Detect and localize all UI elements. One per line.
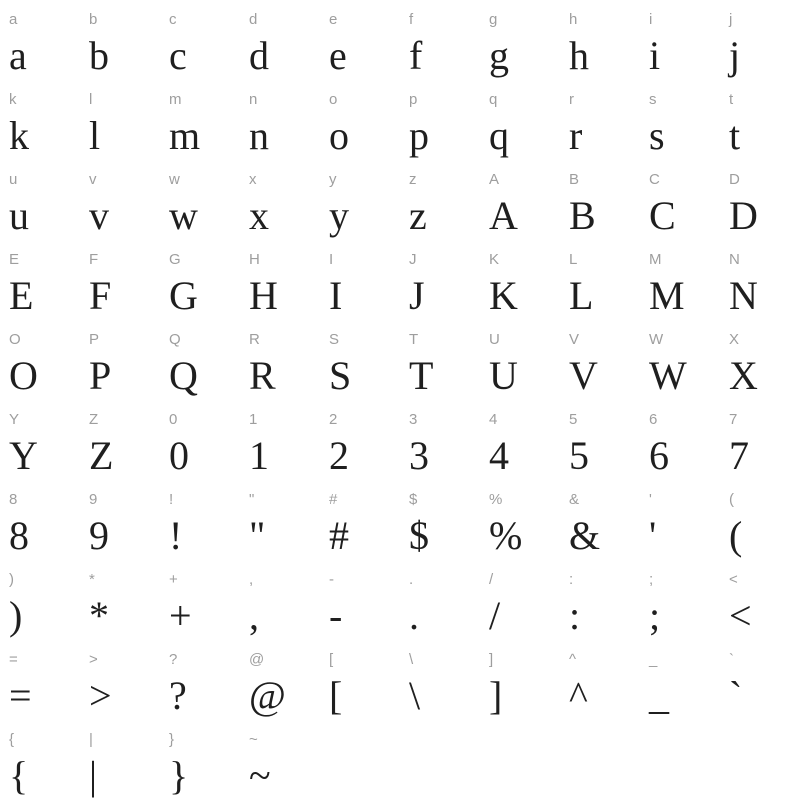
glyph-cell[interactable] bbox=[560, 400, 640, 480]
glyph-label: " bbox=[249, 491, 255, 508]
glyph-preview: 2 bbox=[329, 433, 349, 478]
glyph-label: * bbox=[89, 571, 95, 588]
glyph-label: ) bbox=[9, 571, 14, 588]
glyph-label: L bbox=[569, 251, 578, 268]
glyph-preview: ^ bbox=[569, 673, 588, 718]
glyph-label: C bbox=[649, 171, 660, 188]
glyph-preview: A bbox=[489, 193, 518, 238]
glyph-preview: q bbox=[489, 113, 509, 158]
glyph-preview: D bbox=[729, 193, 758, 238]
glyph-preview: * bbox=[89, 593, 109, 638]
glyph-label: T bbox=[409, 331, 419, 348]
glyph-preview: % bbox=[489, 513, 523, 558]
glyph-cell[interactable] bbox=[480, 0, 560, 80]
glyph-label: B bbox=[569, 171, 580, 188]
glyph-preview: r bbox=[569, 113, 583, 158]
glyph-cell[interactable] bbox=[720, 80, 800, 160]
glyph-preview: @ bbox=[249, 673, 286, 718]
glyph-label: l bbox=[89, 91, 93, 108]
glyph-label: ; bbox=[649, 571, 654, 588]
glyph-label: 1 bbox=[249, 411, 258, 428]
glyph-preview: ~ bbox=[249, 753, 271, 798]
glyph-label: K bbox=[489, 251, 500, 268]
glyph-label: X bbox=[729, 331, 740, 348]
glyph-preview: " bbox=[249, 513, 266, 558]
glyph-cell[interactable] bbox=[560, 640, 640, 720]
glyph-preview: f bbox=[409, 33, 423, 78]
glyph-preview: Z bbox=[89, 433, 114, 478]
glyph-cell[interactable] bbox=[160, 320, 240, 400]
glyph-cell[interactable] bbox=[80, 160, 160, 240]
glyph-cell[interactable] bbox=[720, 480, 800, 560]
glyph-preview: P bbox=[89, 353, 112, 398]
glyph-cell[interactable] bbox=[640, 400, 720, 480]
glyph-preview: # bbox=[329, 513, 349, 558]
glyph-preview: s bbox=[649, 113, 665, 158]
glyph-preview: V bbox=[569, 353, 598, 398]
glyph-preview: B bbox=[569, 193, 596, 238]
glyph-preview: Y bbox=[9, 433, 38, 478]
glyph-cell[interactable] bbox=[160, 720, 240, 800]
glyph-cell[interactable] bbox=[160, 560, 240, 640]
glyph-preview: ; bbox=[649, 593, 661, 638]
glyph-cell[interactable] bbox=[80, 480, 160, 560]
glyph-cell[interactable] bbox=[240, 480, 320, 560]
glyph-label: 6 bbox=[649, 411, 658, 428]
glyph-label: r bbox=[569, 91, 574, 108]
glyph-cell[interactable] bbox=[560, 320, 640, 400]
glyph-label: | bbox=[89, 731, 93, 748]
glyph-label: ` bbox=[729, 651, 734, 668]
glyph-label: M bbox=[649, 251, 662, 268]
glyph-preview: k bbox=[9, 113, 29, 158]
glyph-cell[interactable] bbox=[400, 480, 480, 560]
glyph-cell[interactable] bbox=[400, 80, 480, 160]
glyph-preview: 7 bbox=[729, 433, 749, 478]
glyph-cell[interactable] bbox=[640, 640, 720, 720]
glyph-cell[interactable] bbox=[160, 0, 240, 80]
glyph-label: e bbox=[329, 11, 338, 28]
glyph-preview: C bbox=[649, 193, 676, 238]
glyph-label: b bbox=[89, 11, 98, 28]
glyph-cell[interactable] bbox=[400, 0, 480, 80]
glyph-cell[interactable] bbox=[80, 240, 160, 320]
glyph-label: 4 bbox=[489, 411, 498, 428]
glyph-label: i bbox=[649, 11, 653, 28]
glyph-cell[interactable] bbox=[80, 80, 160, 160]
glyph-preview: - bbox=[329, 593, 343, 638]
glyph-cell[interactable] bbox=[0, 0, 80, 80]
glyph-preview: y bbox=[329, 193, 349, 238]
glyph-preview: p bbox=[409, 113, 429, 158]
glyph-cell[interactable] bbox=[0, 400, 80, 480]
glyph-cell[interactable] bbox=[240, 720, 320, 800]
glyph-preview: 9 bbox=[89, 513, 109, 558]
glyph-preview: I bbox=[329, 273, 343, 318]
glyph-label: Y bbox=[9, 411, 20, 428]
glyph-cell[interactable] bbox=[640, 80, 720, 160]
glyph-cell[interactable] bbox=[320, 560, 400, 640]
glyph-label: w bbox=[169, 171, 180, 188]
glyph-preview: K bbox=[489, 273, 518, 318]
glyph-label: D bbox=[729, 171, 740, 188]
glyph-preview: ( bbox=[729, 513, 743, 558]
glyph-preview: u bbox=[9, 193, 29, 238]
glyph-cell[interactable] bbox=[240, 640, 320, 720]
glyph-label: h bbox=[569, 11, 578, 28]
glyph-cell[interactable] bbox=[80, 720, 160, 800]
glyph-preview: , bbox=[249, 593, 259, 638]
glyph-preview: n bbox=[249, 113, 269, 158]
glyph-preview: i bbox=[649, 33, 661, 78]
glyph-preview: F bbox=[89, 273, 112, 318]
glyph-label: t bbox=[729, 91, 734, 108]
glyph-label: > bbox=[89, 651, 98, 668]
glyph-label: W bbox=[649, 331, 664, 348]
glyph-preview: c bbox=[169, 33, 187, 78]
glyph-cell[interactable] bbox=[320, 400, 400, 480]
glyph-preview: E bbox=[9, 273, 34, 318]
glyph-cell[interactable] bbox=[720, 320, 800, 400]
glyph-cell[interactable] bbox=[400, 160, 480, 240]
glyph-preview: _ bbox=[649, 673, 669, 718]
glyph-label: j bbox=[729, 11, 733, 28]
glyph-cell[interactable] bbox=[160, 400, 240, 480]
glyph-preview: { bbox=[9, 753, 29, 798]
glyph-preview: z bbox=[409, 193, 427, 238]
glyph-label: a bbox=[9, 11, 18, 28]
glyph-cell[interactable] bbox=[640, 160, 720, 240]
glyph-cell[interactable] bbox=[0, 320, 80, 400]
glyph-label: O bbox=[9, 331, 21, 348]
glyph-preview: ' bbox=[649, 513, 657, 558]
glyph-cell[interactable] bbox=[320, 480, 400, 560]
glyph-cell[interactable] bbox=[560, 240, 640, 320]
glyph-label: 5 bbox=[569, 411, 578, 428]
glyph-label: 0 bbox=[169, 411, 178, 428]
glyph-label: . bbox=[409, 571, 414, 588]
glyph-label: I bbox=[329, 251, 334, 268]
glyph-cell[interactable] bbox=[560, 80, 640, 160]
glyph-preview: \ bbox=[409, 673, 421, 718]
glyph-preview: 1 bbox=[249, 433, 269, 478]
glyph-cell[interactable] bbox=[640, 480, 720, 560]
glyph-preview: ) bbox=[9, 593, 23, 638]
glyph-label: v bbox=[89, 171, 97, 188]
glyph-cell[interactable] bbox=[320, 0, 400, 80]
glyph-cell[interactable] bbox=[0, 240, 80, 320]
glyph-preview: 4 bbox=[489, 433, 509, 478]
glyph-cell[interactable] bbox=[400, 240, 480, 320]
glyph-label: \ bbox=[409, 651, 414, 668]
glyph-preview: = bbox=[9, 673, 32, 718]
glyph-preview: W bbox=[649, 353, 687, 398]
glyph-preview: e bbox=[329, 33, 347, 78]
glyph-cell[interactable] bbox=[560, 560, 640, 640]
glyph-label: c bbox=[169, 11, 177, 28]
glyph-label: f bbox=[409, 11, 414, 28]
glyph-cell[interactable] bbox=[640, 560, 720, 640]
glyph-cell[interactable] bbox=[400, 400, 480, 480]
glyph-cell[interactable] bbox=[240, 400, 320, 480]
glyph-cell[interactable] bbox=[0, 480, 80, 560]
glyph-cell[interactable] bbox=[160, 80, 240, 160]
glyph-preview: J bbox=[409, 273, 425, 318]
glyph-cell[interactable] bbox=[720, 160, 800, 240]
glyph-cell[interactable] bbox=[720, 640, 800, 720]
glyph-cell[interactable] bbox=[560, 480, 640, 560]
glyph-cell[interactable] bbox=[480, 160, 560, 240]
glyph-label: y bbox=[329, 171, 337, 188]
glyph-label: o bbox=[329, 91, 338, 108]
glyph-cell[interactable] bbox=[0, 720, 80, 800]
glyph-preview: ? bbox=[169, 673, 187, 718]
glyph-cell[interactable] bbox=[80, 400, 160, 480]
glyph-cell[interactable] bbox=[480, 640, 560, 720]
glyph-preview: S bbox=[329, 353, 352, 398]
glyph-preview: & bbox=[569, 513, 601, 558]
glyph-label: 2 bbox=[329, 411, 338, 428]
glyph-preview: M bbox=[649, 273, 685, 318]
glyph-label: 8 bbox=[9, 491, 18, 508]
glyph-label: x bbox=[249, 171, 257, 188]
glyph-preview: R bbox=[249, 353, 276, 398]
glyph-label: ' bbox=[649, 491, 652, 508]
glyph-label: Q bbox=[169, 331, 181, 348]
glyph-label: $ bbox=[409, 491, 418, 508]
glyph-label: P bbox=[89, 331, 100, 348]
glyph-label: # bbox=[329, 491, 338, 508]
glyph-preview: + bbox=[169, 593, 192, 638]
glyph-label: , bbox=[249, 571, 254, 588]
glyph-label: s bbox=[649, 91, 657, 108]
glyph-label: k bbox=[9, 91, 17, 108]
glyph-label: ] bbox=[489, 651, 494, 668]
glyph-label: m bbox=[169, 91, 182, 108]
glyph-cell[interactable] bbox=[560, 160, 640, 240]
glyph-label: = bbox=[9, 651, 18, 668]
glyph-preview: o bbox=[329, 113, 349, 158]
glyph-cell[interactable] bbox=[480, 560, 560, 640]
glyph-preview: 8 bbox=[9, 513, 29, 558]
glyph-cell[interactable] bbox=[320, 320, 400, 400]
glyph-cell[interactable] bbox=[400, 320, 480, 400]
glyph-cell[interactable] bbox=[160, 640, 240, 720]
glyph-cell[interactable] bbox=[320, 80, 400, 160]
glyph-label: ~ bbox=[249, 731, 258, 748]
glyph-cell[interactable] bbox=[0, 80, 80, 160]
glyph-label: } bbox=[169, 731, 175, 748]
glyph-cell[interactable] bbox=[640, 0, 720, 80]
glyph-label: g bbox=[489, 11, 498, 28]
glyph-preview: $ bbox=[409, 513, 429, 558]
glyph-preview: d bbox=[249, 33, 269, 78]
glyph-label: : bbox=[569, 571, 574, 588]
glyph-cell[interactable] bbox=[400, 560, 480, 640]
glyph-preview: > bbox=[89, 673, 112, 718]
glyph-label: p bbox=[409, 91, 418, 108]
glyph-cell[interactable] bbox=[480, 480, 560, 560]
glyph-label: & bbox=[569, 491, 580, 508]
glyph-label: - bbox=[329, 571, 334, 588]
glyph-preview: a bbox=[9, 33, 27, 78]
glyph-label: ! bbox=[169, 491, 174, 508]
glyph-label: % bbox=[489, 491, 503, 508]
glyph-cell[interactable] bbox=[480, 240, 560, 320]
glyph-cell[interactable] bbox=[320, 240, 400, 320]
glyph-label: @ bbox=[249, 651, 265, 668]
glyph-cell[interactable] bbox=[720, 240, 800, 320]
glyph-cell[interactable] bbox=[240, 320, 320, 400]
glyph-label: + bbox=[169, 571, 178, 588]
glyph-cell[interactable] bbox=[720, 400, 800, 480]
glyph-cell[interactable] bbox=[320, 160, 400, 240]
glyph-cell[interactable] bbox=[400, 640, 480, 720]
glyph-label: ( bbox=[729, 491, 734, 508]
glyph-preview: } bbox=[169, 753, 189, 798]
glyph-preview: | bbox=[89, 753, 98, 798]
glyph-preview: . bbox=[409, 593, 419, 638]
glyph-cell[interactable] bbox=[240, 560, 320, 640]
glyph-cell[interactable] bbox=[240, 160, 320, 240]
glyph-label: H bbox=[249, 251, 260, 268]
glyph-cell[interactable] bbox=[560, 0, 640, 80]
glyph-preview: ] bbox=[489, 673, 503, 718]
glyph-label: A bbox=[489, 171, 500, 188]
glyph-preview: : bbox=[569, 593, 581, 638]
glyph-label: z bbox=[409, 171, 417, 188]
glyph-label: / bbox=[489, 571, 494, 588]
glyph-preview: ` bbox=[729, 673, 743, 718]
glyph-preview: G bbox=[169, 273, 198, 318]
glyph-preview: 5 bbox=[569, 433, 589, 478]
glyph-label: Z bbox=[89, 411, 99, 428]
glyph-preview: L bbox=[569, 273, 594, 318]
glyph-label: J bbox=[409, 251, 417, 268]
glyph-preview: b bbox=[89, 33, 109, 78]
glyph-preview: j bbox=[729, 33, 741, 78]
glyph-preview: [ bbox=[329, 673, 343, 718]
glyph-label: E bbox=[9, 251, 20, 268]
glyph-label: n bbox=[249, 91, 258, 108]
glyph-label: u bbox=[9, 171, 18, 188]
glyph-preview: H bbox=[249, 273, 278, 318]
glyph-preview: O bbox=[9, 353, 38, 398]
glyph-cell[interactable] bbox=[160, 480, 240, 560]
glyph-preview: h bbox=[569, 33, 589, 78]
glyph-cell[interactable] bbox=[80, 0, 160, 80]
glyph-preview: 6 bbox=[649, 433, 669, 478]
glyph-cell[interactable] bbox=[480, 400, 560, 480]
glyph-preview: g bbox=[489, 33, 509, 78]
glyph-label: V bbox=[569, 331, 580, 348]
glyph-preview: x bbox=[249, 193, 269, 238]
glyph-cell[interactable] bbox=[0, 640, 80, 720]
glyph-preview: < bbox=[729, 593, 752, 638]
glyph-label: F bbox=[89, 251, 99, 268]
glyph-label: q bbox=[489, 91, 498, 108]
glyph-preview: Q bbox=[169, 353, 198, 398]
glyph-preview: 3 bbox=[409, 433, 429, 478]
glyph-preview: l bbox=[89, 113, 101, 158]
glyph-cell[interactable] bbox=[240, 0, 320, 80]
glyph-cell[interactable] bbox=[240, 80, 320, 160]
glyph-preview: T bbox=[409, 353, 434, 398]
glyph-label: N bbox=[729, 251, 740, 268]
glyph-label: [ bbox=[329, 651, 334, 668]
glyph-cell[interactable] bbox=[720, 560, 800, 640]
glyph-cell[interactable] bbox=[160, 240, 240, 320]
glyph-label: ^ bbox=[569, 651, 577, 668]
glyph-preview: X bbox=[729, 353, 758, 398]
glyph-preview: w bbox=[169, 193, 198, 238]
glyph-cell[interactable] bbox=[80, 320, 160, 400]
glyph-preview: m bbox=[169, 113, 201, 158]
glyph-label: d bbox=[249, 11, 258, 28]
glyph-cell[interactable] bbox=[0, 560, 80, 640]
glyph-cell[interactable] bbox=[0, 160, 80, 240]
glyph-cell[interactable] bbox=[480, 80, 560, 160]
glyph-preview: / bbox=[489, 593, 501, 638]
glyph-preview: U bbox=[489, 353, 518, 398]
glyph-label: { bbox=[9, 731, 15, 748]
glyph-cell[interactable] bbox=[640, 240, 720, 320]
glyph-cell[interactable] bbox=[480, 320, 560, 400]
glyph-preview: N bbox=[729, 273, 758, 318]
glyph-preview: 0 bbox=[169, 433, 189, 478]
glyph-label: 9 bbox=[89, 491, 98, 508]
glyph-cell[interactable] bbox=[720, 0, 800, 80]
glyph-cell[interactable] bbox=[640, 320, 720, 400]
glyph-label: < bbox=[729, 571, 738, 588]
glyph-cell[interactable] bbox=[80, 640, 160, 720]
glyph-label: R bbox=[249, 331, 260, 348]
glyph-cell[interactable] bbox=[240, 240, 320, 320]
glyph-preview: v bbox=[89, 193, 109, 238]
glyph-cell[interactable] bbox=[80, 560, 160, 640]
glyph-cell[interactable] bbox=[160, 160, 240, 240]
glyph-preview: t bbox=[729, 113, 741, 158]
glyph-cell[interactable] bbox=[320, 640, 400, 720]
glyph-label: 3 bbox=[409, 411, 418, 428]
glyph-label: U bbox=[489, 331, 500, 348]
glyph-label: _ bbox=[649, 651, 658, 668]
glyph-label: ? bbox=[169, 651, 178, 668]
glyph-label: G bbox=[169, 251, 181, 268]
glyph-label: 7 bbox=[729, 411, 738, 428]
glyph-label: S bbox=[329, 331, 340, 348]
glyph-preview: ! bbox=[169, 513, 183, 558]
